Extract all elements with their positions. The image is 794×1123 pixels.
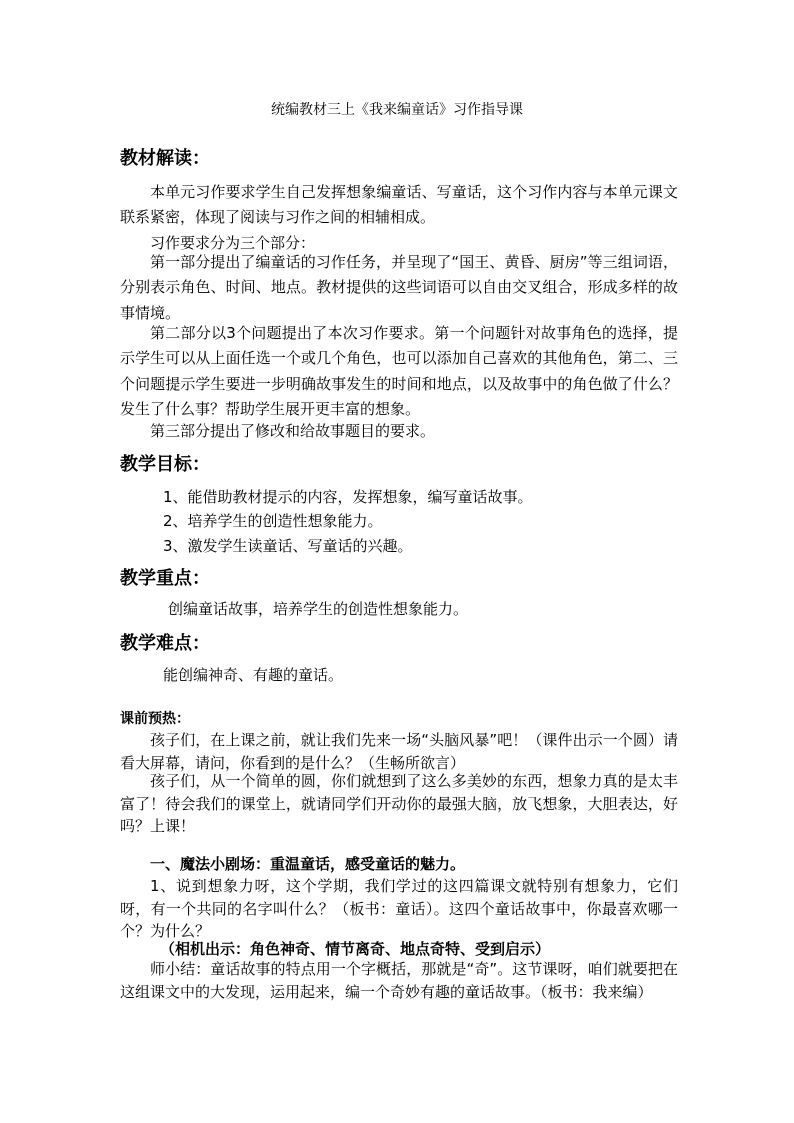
zhongdian-text: 创编童话故事，培养学生的创造性想象能力。 (168, 600, 469, 618)
paragraph-yure-2: 孩子们，从一个简单的圆，你们就想到了这么多美妙的东西，想象力真的是太丰富了！待会我们的课堂上，就请同学们开动你的最强大脑，放飞想象，大胆表达，好吗？上课！ (120, 772, 678, 836)
paragraph-jiaocai-3: 第一部分提出了编童话的习作任务，并呈现了“国王、黄昏、厨房”等三组词语，分别表示角色、时间、地点。教材提供的这些词语可以自由交叉组合，形成多样的故事情境。 (120, 253, 678, 322)
paragraph-jiaocai-5: 第三部分提出了修改和给故事题目的要求。 (150, 422, 436, 440)
paragraph-part1-1: 1、说到想象力呀，这个学期，我们学过的这四篇课文就特别有想象力，它们呀，有一个共同的名字叫什么？（板书：童话）。这四个童话故事中，你最喜欢哪一个？为什么？ (120, 877, 678, 941)
paragraph-jiaocai-2: 习作要求分为三个部分： (150, 234, 316, 252)
goal-item-3: 3、激发学生读童话、写童话的兴趣。 (163, 537, 413, 555)
paragraph-part1-2: （相机出示：角色神奇、情节离奇、地点奇特、受到启示） (160, 940, 551, 958)
heading-jiaocai: 教材解读： (120, 148, 210, 169)
heading-mubiao: 教学目标： (120, 454, 210, 475)
paragraph-part1-3: 师小结：童话故事的特点用一个字概括，那就是“奇”。这节课呀，咱们就要把在这组课文中的大发现，运用起来，编一个奇妙有趣的童话故事。（板书：我来编） (120, 960, 678, 1001)
heading-nandian: 教学难点： (120, 633, 210, 654)
goal-item-1: 1、能借助教材提示的内容，发挥想象，编写童话故事。 (163, 488, 533, 506)
paragraph-yure-1: 孩子们，在上课之前，就让我们先来一场“头脑风暴”吧！（课件出示一个圆）请看大屏幕，请问，你看到的是什么？（生畅所欲言） (120, 731, 678, 772)
nandian-text: 能创编神奇、有趣的童话。 (163, 666, 344, 684)
document-title: 统编教材三上《我来编童话》习作指导课 (271, 102, 523, 118)
paragraph-jiaocai-4: 第二部分以3个问题提出了本次习作要求。第一个问题针对故事角色的选择，提示学生可以从上面任选一个或几个角色，也可以添加自己喜欢的其他角色，第二、三个问题提示学生要进一步明确故事发生的时间和地点，以及故事中的角色做了什么？发生了什么事？帮助学生展开更丰富的想象。 (120, 324, 678, 419)
goal-item-2: 2、培养学生的创造性想象能力。 (163, 512, 383, 530)
paragraph-jiaocai-1: 本单元习作要求学生自己发挥想象编童话、写童话，这个习作内容与本单元课文联系紧密，体现了阅读与习作之间的相辅相成。 (120, 183, 678, 227)
heading-yure: 课前预热： (120, 711, 190, 727)
heading-part1: 一、魔法小剧场：重温童话，感受童话的魅力。 (150, 855, 466, 873)
heading-zhongdian: 教学重点： (120, 568, 210, 589)
